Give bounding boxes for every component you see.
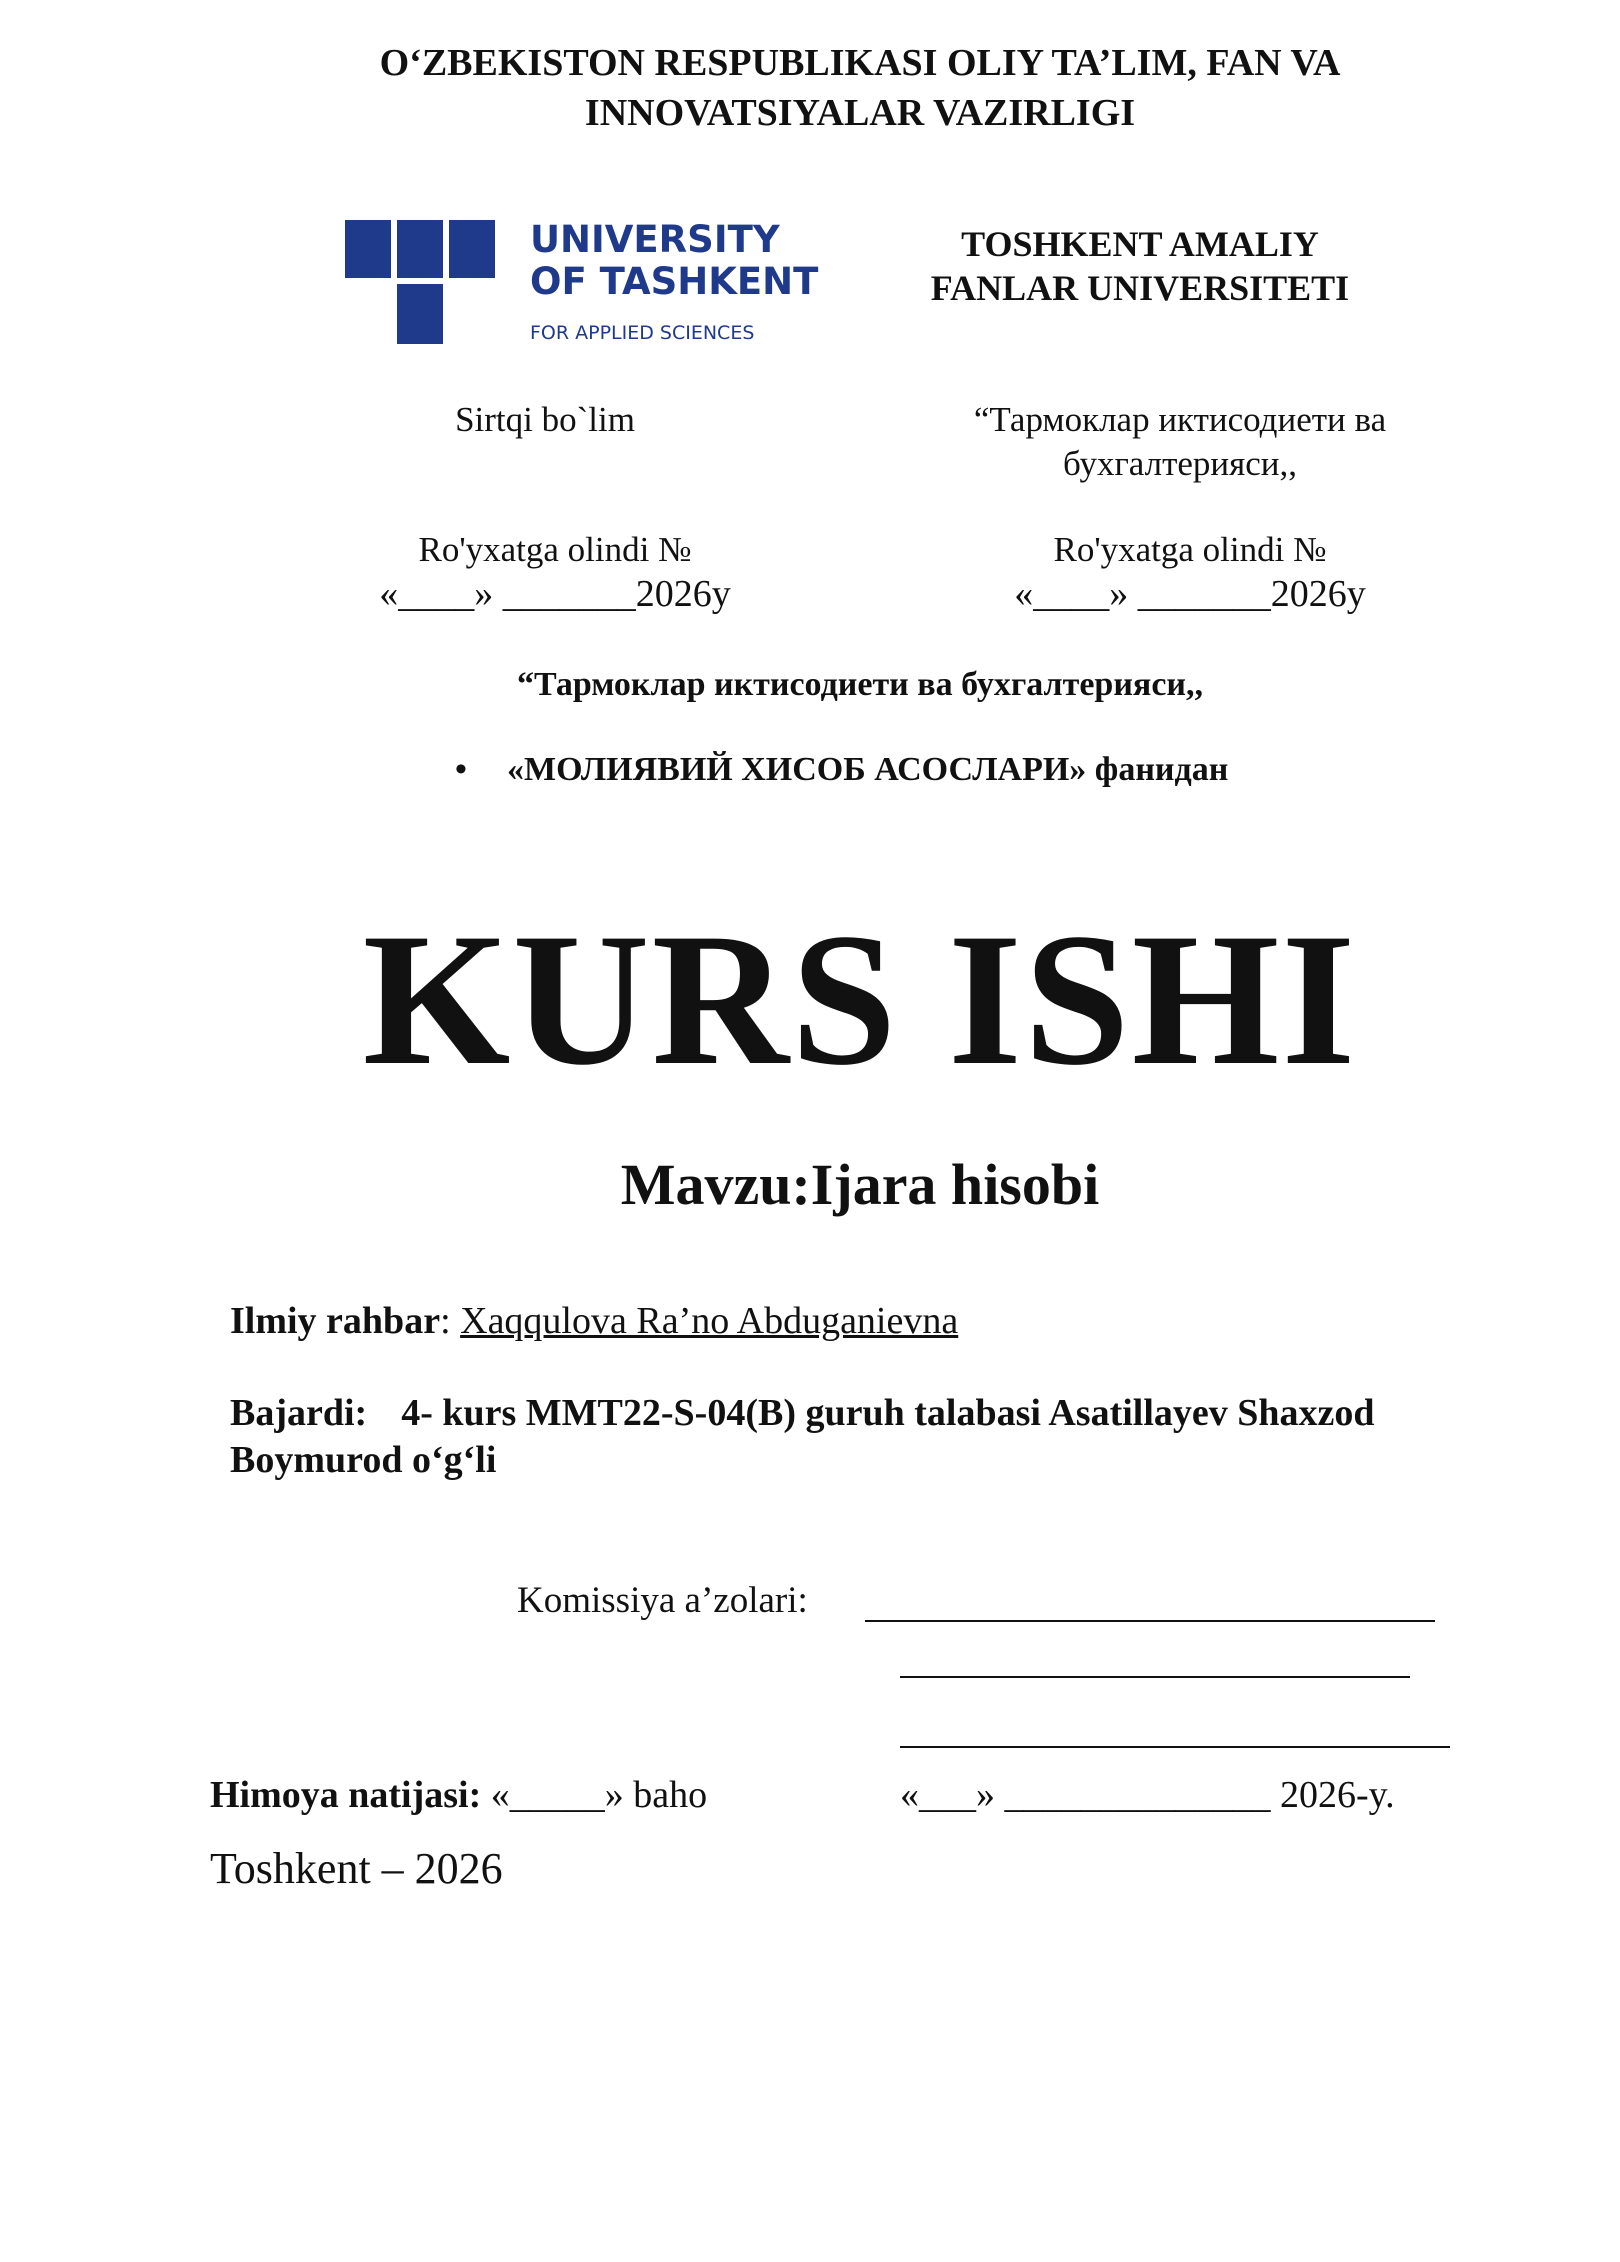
commission-signature-line	[865, 1620, 1435, 1622]
registration-label: Ro'yxatga olindi №	[418, 530, 692, 569]
logo-text-line-2: OF TASHKENT	[530, 260, 819, 303]
logo-text-line-3: FOR APPLIED SCIENCES	[530, 322, 755, 344]
performer-line-2: Boymurod o‘g‘li	[230, 1439, 497, 1481]
defense-label: Himoya natijasi:	[210, 1774, 482, 1816]
performer-block	[230, 1390, 1530, 1484]
supervisor-label: Ilmiy rahbar	[230, 1300, 441, 1342]
department-title: “Тармоклар иктисодиети ва бухгалтерияси,,	[516, 666, 1203, 703]
performer-line-1	[230, 1390, 1530, 1437]
registration-label: Ro'yxatga olindi №	[1053, 530, 1327, 569]
commission-signature-line	[900, 1746, 1450, 1748]
defense-date: «___» ______________ 2026-y.	[900, 1774, 1395, 1816]
topic-heading: Mavzu:Ijara hisobi	[620, 1152, 1100, 1217]
ministry-heading	[200, 38, 1520, 138]
defense-grade: «_____» baho	[481, 1774, 708, 1816]
commission-label: Komissiya a’zolari:	[517, 1580, 808, 1621]
university-name	[830, 222, 1450, 310]
department-right-line-1: “Тармоклар иктисодиети ва	[973, 400, 1387, 439]
department-right-line-2: бухгалтерияси,,	[1062, 444, 1298, 483]
department-right	[900, 398, 1460, 486]
defense-result	[210, 1772, 707, 1818]
ministry-line-2: INNOVATSIYALAR VAZIRLIGI	[584, 92, 1136, 134]
supervisor-line	[230, 1298, 1530, 1344]
subject-text: «МОЛИЯВИЙ ХИСОБ АСОСЛАРИ» фанидан	[507, 751, 1229, 788]
commission-signature-line	[900, 1676, 1410, 1678]
university-logo-icon	[345, 212, 819, 352]
logo-text-line-1: UNIVERSITY	[530, 218, 780, 261]
university-name-line-2: FANLAR UNIVERSITETI	[930, 268, 1350, 308]
performer-label: Bajardi:	[230, 1392, 368, 1434]
subject-line	[455, 748, 1455, 792]
ministry-line-1: O‘ZBEKISTON RESPUBLIKASI OLIY TA’LIM, FAN VA	[379, 42, 1341, 84]
registration-date-line: «____» _______2026y	[379, 573, 731, 615]
registration-date-line: «____» _______2026y	[1014, 573, 1366, 615]
supervisor-name: Xaqqulova Ra’no Abduganievna	[460, 1300, 959, 1342]
bullet-icon: •	[455, 751, 467, 788]
registration-left	[330, 528, 780, 616]
city-year: Toshkent – 2026	[210, 1844, 503, 1893]
registration-right	[965, 528, 1415, 616]
university-name-line-1: TOSHKENT AMALIY	[961, 224, 1319, 264]
supervisor-separator: :	[440, 1300, 461, 1342]
university-logo	[345, 212, 819, 352]
page-title: KURS ISHI	[362, 895, 1358, 1105]
department-left: Sirtqi bo`lim	[455, 400, 635, 439]
performer-text: 4- kurs MMT22-S-04(B) guruh talabasi Asatillayev Shaxzod	[401, 1392, 1375, 1434]
